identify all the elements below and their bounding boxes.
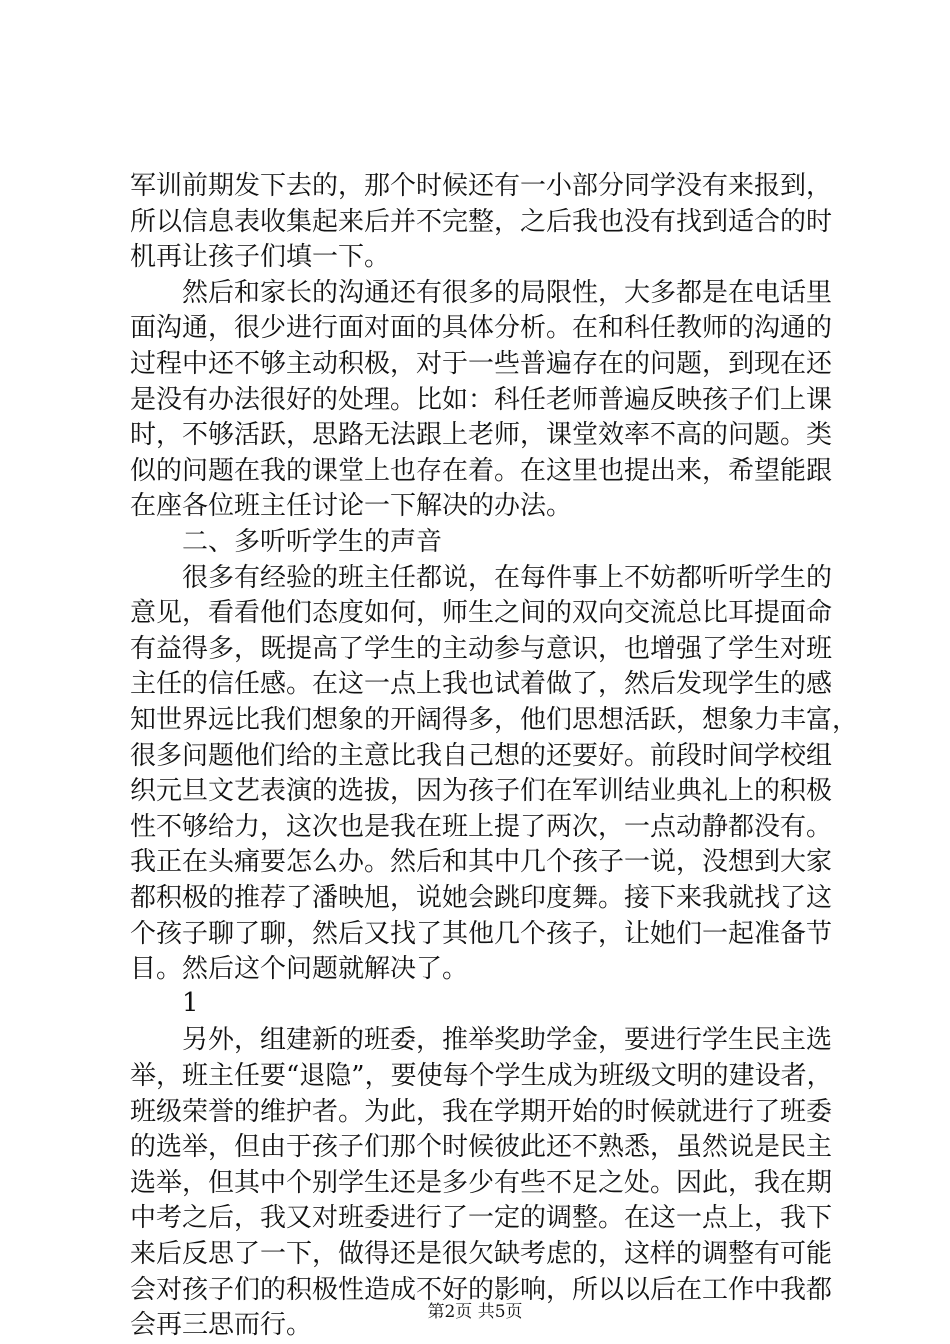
text-line: 织元旦文艺表演的选拔，因为孩子们在军训结业典礼上的积极 xyxy=(130,776,833,807)
text-line: 性不够给力，这次也是我在班上提了两次，一点动静都没有。 xyxy=(130,811,833,842)
text-line: 我正在头痛要怎么办。然后和其中几个孩子一说，没想到大家 xyxy=(130,847,833,878)
page-marker: 1 xyxy=(182,987,199,1018)
text-line: 目。然后这个问题就解决了。 xyxy=(130,954,469,985)
text-line: 另外，组建新的班委，推举奖助学金，要进行学生民主选 xyxy=(182,1025,833,1056)
text-line: 所以信息表收集起来后并不完整，之后我也没有找到适合的时 xyxy=(130,206,833,237)
text-line: 主任的信任感。在这一点上我也试着做了，然后发现学生的感 xyxy=(130,669,833,700)
text-line: 很多有经验的班主任都说，在每件事上不妨都听听学生的 xyxy=(182,562,833,593)
text-line: 个孩子聊了聊，然后又找了其他几个孩子，让她们一起准备节 xyxy=(130,918,833,949)
text-line: 面沟通，很少进行面对面的具体分析。在和科任教师的沟通的 xyxy=(130,313,833,344)
text-line: 的选举，但由于孩子们那个时候彼此还不熟悉，虽然说是民主 xyxy=(130,1132,833,1163)
text-line: 选举，但其中个别学生还是多少有些不足之处。因此，我在期 xyxy=(130,1167,833,1198)
text-line: 知世界远比我们想象的开阔得多，他们思想活跃，想象力丰富， xyxy=(130,705,859,735)
text-line: 会对孩子们的积极性造成不好的影响，所以以后在工作中我都 xyxy=(130,1274,833,1305)
text-line: 时，不够活跃，思路无法跟上老师，课堂效率不高的问题。类 xyxy=(130,420,833,451)
page-footer: 第2页 共5页 xyxy=(427,1302,523,1322)
text-line: 似的问题在我的课堂上也存在着。在这里也提出来，希望能跟 xyxy=(130,455,833,486)
text-line: 军训前期发下去的，那个时候还有一小部分同学没有来报到， xyxy=(130,171,833,201)
text-line: 是没有办法很好的处理。比如：科任老师普遍反映孩子们上课 xyxy=(130,384,833,415)
text-line: 班级荣誉的维护者。为此，我在学期开始的时候就进行了班委 xyxy=(130,1096,833,1127)
text-line: 有益得多，既提高了学生的主动参与意识，也增强了学生对班 xyxy=(130,633,833,664)
text-line: 中考之后，我又对班委进行了一定的调整。在这一点上，我下 xyxy=(130,1203,833,1234)
text-line: 过程中还不够主动积极，对于一些普遍存在的问题，到现在还 xyxy=(130,349,833,379)
text-line: 举，班主任要“退隐”，要使每个学生成为班级文明的建设者， xyxy=(130,1061,833,1091)
text-line: 会再三思而行。 xyxy=(130,1310,313,1341)
section-heading: 二、多听听学生的声音 xyxy=(182,527,443,557)
text-line: 在座各位班主任讨论一下解决的办法。 xyxy=(130,491,573,522)
text-line: 很多问题他们给的主意比我自己想的还要好。前段时间学校组 xyxy=(130,740,833,771)
text-line: 意见，看看他们态度如何，师生之间的双向交流总比耳提面命 xyxy=(130,598,833,629)
text-line: 来后反思了一下，做得还是很欠缺考虑的，这样的调整有可能 xyxy=(130,1239,833,1269)
text-line: 然后和家长的沟通还有很多的局限性，大多都是在电话里 xyxy=(182,277,833,308)
text-line: 机再让孩子们填一下。 xyxy=(130,242,391,273)
text-line: 都积极的推荐了潘映旭，说她会跳印度舞。接下来我就找了这 xyxy=(130,883,833,913)
